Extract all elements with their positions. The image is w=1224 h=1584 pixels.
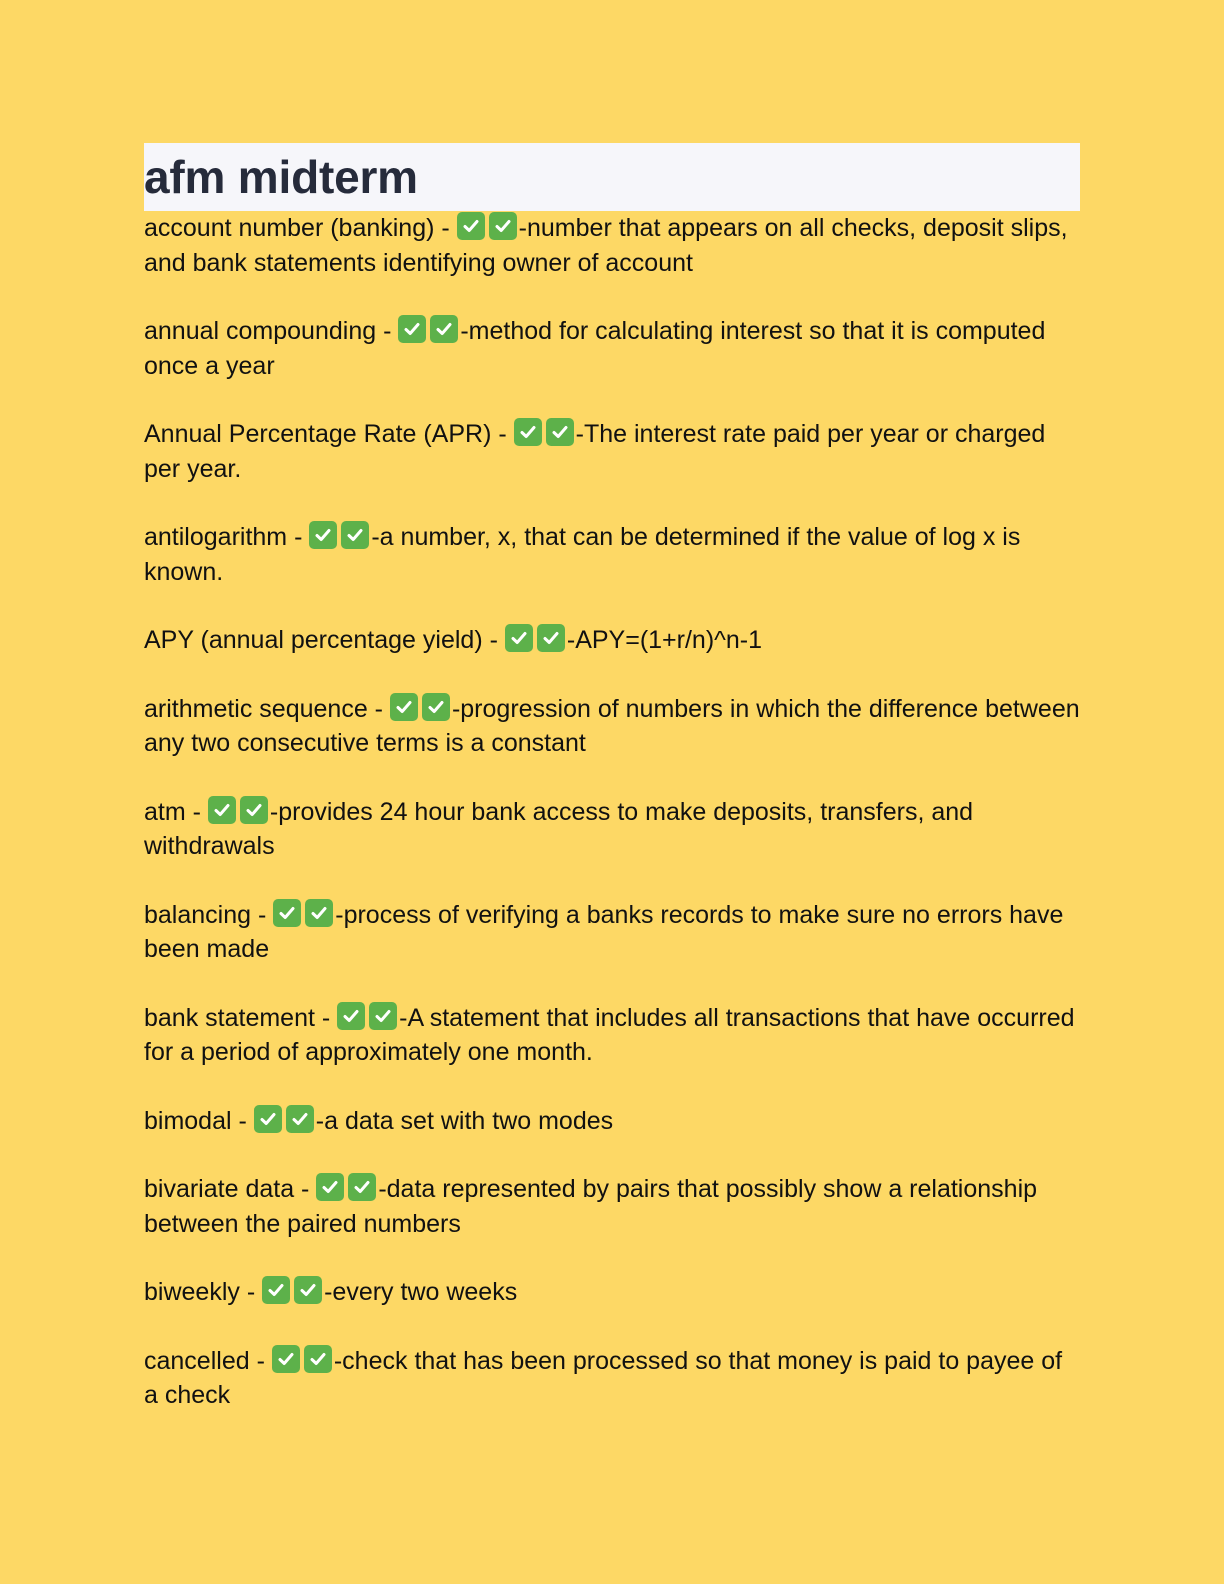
entry-separator: - [287,523,310,551]
check-mark-icon [457,212,485,240]
check-mark-icon [304,1345,332,1373]
glossary-entry [144,623,1080,658]
document-page [144,143,1080,1447]
entry-definition: -A statement that includes all transactions that have occurred for a period of approximately one month. [144,1003,1075,1066]
entry-term: bivariate data [144,1175,295,1203]
check-mark-icon [309,521,337,549]
glossary-entry [144,520,1080,589]
entry-separator: - [239,1278,263,1306]
entry-definition: -method for calculating interest so that it is computed once a year [144,317,1046,380]
glossary-entry [144,1172,1080,1241]
check-mark-icon [273,899,301,927]
check-mark-icon [422,693,450,721]
title-bar [144,143,1080,211]
check-mark-icon [294,1276,322,1304]
entry-list [144,211,1080,1413]
check-marks [273,898,335,933]
glossary-entry [144,898,1080,967]
check-mark-icon [316,1173,344,1201]
glossary-entry [144,1104,1080,1139]
entry-definition: -every two weeks [324,1278,518,1306]
entry-separator: - [376,317,399,345]
check-mark-icon [262,1276,290,1304]
entry-separator: - [251,900,274,929]
glossary-entry [144,314,1080,383]
entry-separator: - [185,797,208,826]
check-mark-icon [240,796,268,824]
check-mark-icon [369,1002,397,1030]
check-marks [514,417,576,452]
entry-term: annual compounding [144,317,377,345]
entry-separator: - [367,694,390,723]
entry-term: cancelled [144,1346,250,1375]
page-title: afm midterm [144,151,418,203]
check-mark-icon [305,899,333,927]
check-mark-icon [489,212,517,240]
check-mark-icon [341,521,369,549]
glossary-entry [144,417,1080,486]
check-marks [208,795,270,830]
check-mark-icon [254,1105,282,1133]
check-marks [272,1344,334,1379]
check-marks [309,520,371,555]
entry-separator: - [314,1003,338,1032]
glossary-entry [144,692,1080,761]
glossary-entry [144,795,1080,864]
check-marks [505,623,567,658]
entry-term: atm [144,797,186,826]
entry-term: antilogarithm [144,523,288,551]
check-mark-icon [514,418,542,446]
check-mark-icon [430,315,458,343]
check-mark-icon [348,1173,376,1201]
entry-definition: -The interest rate paid per year or charged per year. [144,420,1046,483]
entry-term: APY (annual percentage yield) [144,626,483,654]
check-marks [390,692,452,727]
entry-separator: - [434,214,457,242]
check-marks [457,211,519,246]
check-mark-icon [286,1105,314,1133]
glossary-entry [144,1344,1080,1413]
entry-definition: -process of verifying a banks records to make sure no errors have been made [144,900,1064,963]
check-mark-icon [505,624,533,652]
check-mark-icon [272,1345,300,1373]
entry-separator: - [491,420,514,448]
entry-separator: - [231,1106,254,1135]
entry-definition: -progression of numbers in which the difference between any two consecutive terms is a constant [144,694,1080,757]
glossary-entry [144,1001,1080,1070]
entry-term: balancing [144,900,252,929]
check-marks [398,314,460,349]
entry-definition: -number that appears on all checks, deposit slips, and bank statements identifying owner of account [144,214,1068,277]
check-mark-icon [537,624,565,652]
entry-term: bimodal [144,1106,232,1135]
glossary-entry [144,1275,1080,1310]
entry-term: biweekly [144,1278,240,1306]
entry-definition: -provides 24 hour bank access to make deposits, transfers, and withdrawals [144,797,974,860]
entry-definition: -APY=(1+r/n)^n-1 [566,626,763,654]
check-mark-icon [546,418,574,446]
check-mark-icon [208,796,236,824]
entry-definition: -a number, x, that can be determined if the value of log x is known. [144,523,1021,586]
entry-definition: -data represented by pairs that possibly show a relationship between the paired numbers [144,1175,1038,1238]
entry-term: account number (banking) [144,214,435,242]
glossary-entry [144,211,1080,280]
check-marks [337,1001,399,1036]
entry-definition: -a data set with two modes [315,1106,614,1135]
check-mark-icon [337,1002,365,1030]
entry-definition: -check that has been processed so that money is paid to payee of a check [144,1346,1063,1409]
check-marks [262,1275,324,1310]
entry-separator: - [482,626,505,654]
check-mark-icon [390,693,418,721]
entry-separator: - [294,1175,317,1203]
check-mark-icon [398,315,426,343]
entry-term: arithmetic sequence [144,694,368,723]
entry-term: Annual Percentage Rate (APR) [144,420,492,448]
entry-separator: - [249,1346,272,1375]
check-marks [316,1172,378,1207]
entry-term: bank statement [144,1003,315,1032]
check-marks [254,1104,316,1139]
